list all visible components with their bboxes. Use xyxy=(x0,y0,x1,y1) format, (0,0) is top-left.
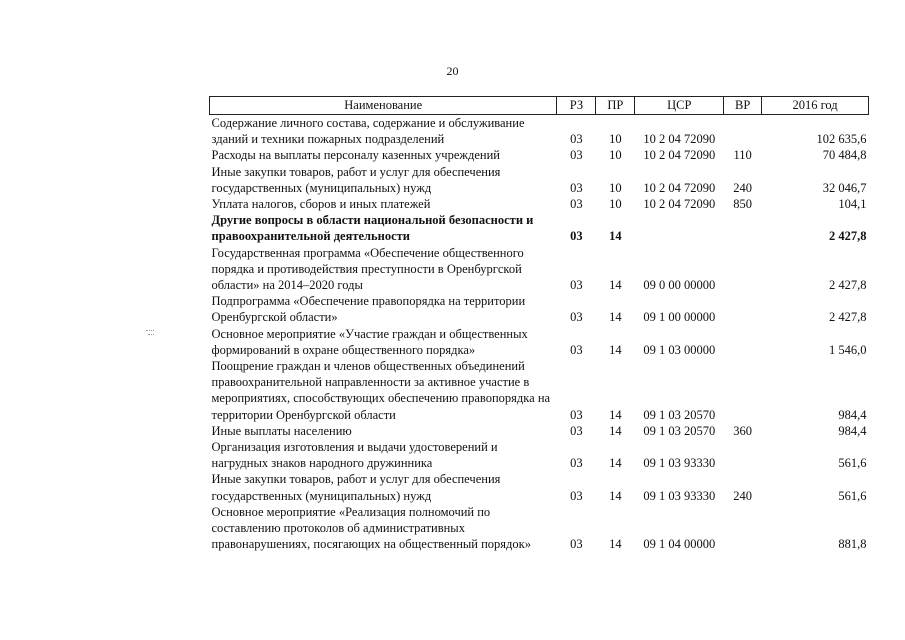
row-name: Подпрограмма «Обеспечение правопорядка на территории Оренбургской области» xyxy=(211,294,526,325)
row-csr: 10 2 04 72090 xyxy=(643,197,716,212)
row-sum: 32 046,7 xyxy=(822,180,867,195)
table-row xyxy=(210,293,869,325)
row-rz: 03 xyxy=(570,278,583,293)
row-rz: 03 xyxy=(570,537,583,552)
row-vr xyxy=(724,245,762,294)
row-vr xyxy=(724,439,762,471)
row-csr: 09 1 03 20570 xyxy=(643,407,716,422)
row-vr xyxy=(724,115,762,148)
table-row xyxy=(210,326,869,358)
row-sum: 984,4 xyxy=(838,407,867,422)
row-csr xyxy=(635,212,724,244)
row-sum: 102 635,6 xyxy=(816,132,867,147)
row-rz: 03 xyxy=(570,456,583,471)
row-csr: 09 1 03 93330 xyxy=(643,456,716,471)
row-rz: 03 xyxy=(570,407,583,422)
row-rz: 03 xyxy=(570,342,583,357)
row-name: Другие вопросы в области национальной безопасности и правоохранительной деятельности xyxy=(211,213,534,244)
row-csr: 10 2 04 72090 xyxy=(643,180,716,195)
scan-speck xyxy=(148,334,154,336)
row-pr: 10 xyxy=(609,197,622,212)
table-row xyxy=(210,439,869,471)
table-row xyxy=(210,196,869,212)
row-pr: 10 xyxy=(609,180,622,195)
row-csr: 09 1 03 20570 xyxy=(643,423,716,438)
row-name: Государственная программа «Обеспечение общественного порядка и противодействия преступности в Оренбургской области» на 2014–2020 годы xyxy=(211,245,524,293)
row-name: Иные закупки товаров, работ и услуг для обеспечения государственных (муниципальных) нужд xyxy=(211,164,501,195)
row-csr: 09 0 00 00000 xyxy=(643,278,716,293)
row-sum: 561,6 xyxy=(838,456,867,471)
header-csr: ЦСР xyxy=(635,97,724,115)
row-rz: 03 xyxy=(570,229,583,244)
row-sum: 2 427,8 xyxy=(829,278,867,293)
row-sum: 984,4 xyxy=(838,423,867,438)
row-vr: 360 xyxy=(733,423,753,438)
row-rz: 03 xyxy=(570,310,583,325)
row-name: Основное мероприятие «Участие граждан и общественных формирований в охране общественного порядка» xyxy=(211,326,528,357)
row-name: Уплата налогов, сборов и иных платежей xyxy=(211,197,431,212)
row-vr xyxy=(724,504,762,553)
row-pr: 14 xyxy=(609,310,622,325)
row-name: Основное мероприятие «Реализация полномочий по составлению протоколов об административных правонарушениях, посягающих на общественный порядок» xyxy=(211,504,531,552)
row-rz: 03 xyxy=(570,148,583,163)
row-pr: 14 xyxy=(609,537,622,552)
row-name: Содержание личного состава, содержание и обслуживание зданий и техники пожарных подразделений xyxy=(211,116,525,147)
row-vr xyxy=(724,212,762,244)
row-sum: 561,6 xyxy=(838,488,867,503)
header-pr: ПР xyxy=(596,97,635,115)
row-pr: 14 xyxy=(609,423,622,438)
table-row xyxy=(210,358,869,423)
header-year: 2016 год xyxy=(762,97,869,115)
row-csr: 09 1 03 93330 xyxy=(643,488,716,503)
row-sum: 104,1 xyxy=(838,197,867,212)
row-pr: 14 xyxy=(609,342,622,357)
row-sum: 2 427,8 xyxy=(829,310,867,325)
row-name: Иные выплаты населению xyxy=(211,423,352,438)
row-rz: 03 xyxy=(570,488,583,503)
header-rz: РЗ xyxy=(557,97,596,115)
table-row xyxy=(210,504,869,553)
table-row xyxy=(210,115,869,148)
table-body xyxy=(210,115,869,553)
row-pr: 14 xyxy=(609,407,622,422)
row-csr: 10 2 04 72090 xyxy=(643,148,716,163)
row-vr: 110 xyxy=(733,148,752,163)
header-vr: ВР xyxy=(724,97,762,115)
row-sum: 70 484,8 xyxy=(822,148,867,163)
row-vr: 240 xyxy=(733,180,753,195)
row-name: Поощрение граждан и членов общественных объединений правоохранительной направленности за активное участие в мероприятиях, способствующих обеспечению правопорядка на территории Оренбургской области xyxy=(211,359,551,422)
row-csr: 09 1 04 00000 xyxy=(643,537,716,552)
row-csr: 09 1 00 00000 xyxy=(643,310,716,325)
page-number: 20 xyxy=(446,64,459,78)
row-pr: 14 xyxy=(609,278,622,293)
row-pr: 14 xyxy=(609,456,622,471)
row-rz: 03 xyxy=(570,197,583,212)
row-pr: 14 xyxy=(609,229,622,244)
row-sum: 881,8 xyxy=(838,537,867,552)
scan-speck xyxy=(146,330,154,332)
table-row xyxy=(210,245,869,294)
row-csr: 09 1 03 00000 xyxy=(643,342,716,357)
row-vr xyxy=(724,326,762,358)
budget-table xyxy=(209,96,869,552)
row-sum: 1 546,0 xyxy=(829,342,867,357)
table-row xyxy=(210,423,869,439)
table-row xyxy=(210,212,869,244)
row-name: Иные закупки товаров, работ и услуг для обеспечения государственных (муниципальных) нужд xyxy=(211,472,501,503)
row-rz: 03 xyxy=(570,423,583,438)
row-rz: 03 xyxy=(570,180,583,195)
row-vr xyxy=(724,293,762,325)
row-name: Организация изготовления и выдачи удостоверений и нагрудных знаков народного дружинника xyxy=(211,440,498,471)
header-name: Наименование xyxy=(210,97,557,115)
table-row xyxy=(210,164,869,196)
row-pr: 10 xyxy=(609,148,622,163)
table-header xyxy=(210,97,869,115)
row-vr: 240 xyxy=(733,488,753,503)
table-row xyxy=(210,471,869,503)
row-name: Расходы на выплаты персоналу казенных учреждений xyxy=(211,148,500,163)
row-pr: 10 xyxy=(609,132,622,147)
row-sum: 2 427,8 xyxy=(829,229,867,244)
row-vr xyxy=(724,358,762,423)
row-rz: 03 xyxy=(570,132,583,147)
row-pr: 14 xyxy=(609,488,622,503)
table-row xyxy=(210,147,869,163)
row-csr: 10 2 04 72090 xyxy=(643,132,716,147)
row-vr: 850 xyxy=(733,197,753,212)
